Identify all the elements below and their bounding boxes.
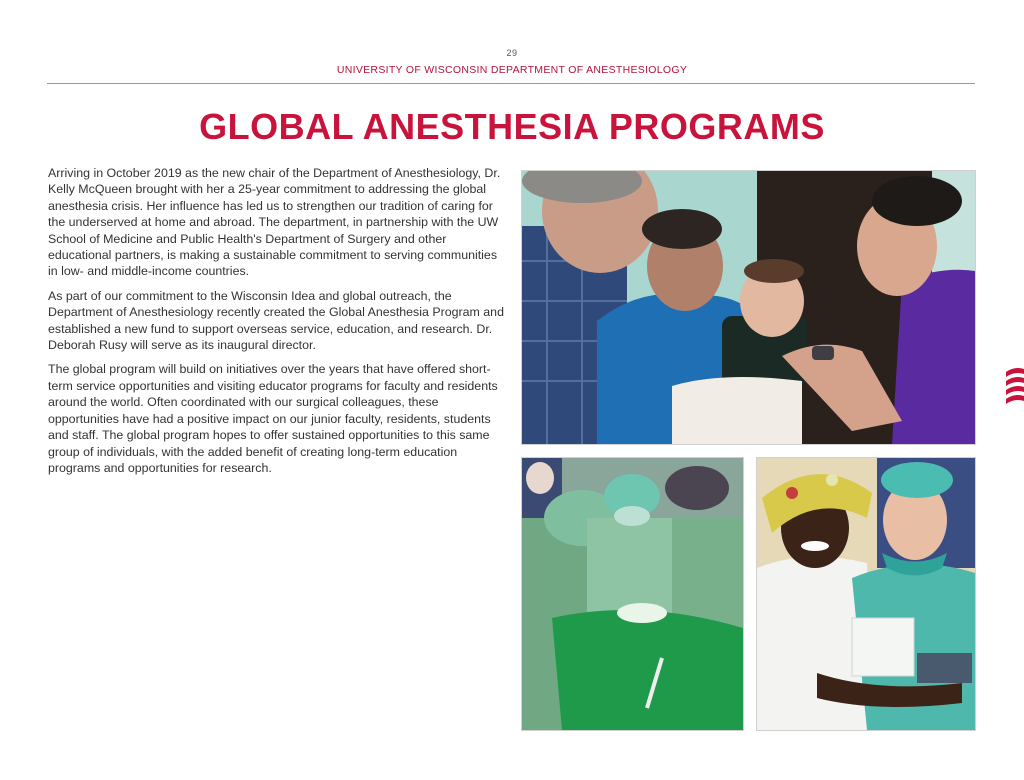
page-title: GLOBAL ANESTHESIA PROGRAMS: [199, 106, 825, 147]
running-head: UNIVERSITY OF WISCONSIN DEPARTMENT OF ANESTHESIOLOGY: [336, 64, 688, 76]
paragraph-initiatives: The global program will build on initiatives over the years that have offered short-term service opportunities and visiting educator programs for faculty and residents around the world. Often coordinated with our surgical colleagues, these opportunities have had a positive impact on our junior faculty, residents, students and staff. The global program hopes to offer sustained opportunities to this same group of individuals, with the added benefit of creating long-term education programs and opportunities for research.: [48, 362, 498, 475]
header-divider: [47, 83, 975, 84]
paragraph-intro: Arriving in October 2019 as the new chair of the Department of Anesthesiology, Dr. Kelly McQueen brought with her a 25-year commitment to addressing the global anesthesia crisis. Her influence has led us to strengthen our tradition of caring for the underserved at home and abroad. The department, in partnership with the UW School of Medicine and Public Health's Department of Surgery and other educational partners, is making a sustainable commitment to serving communities in low- and middle-income countries.: [48, 166, 501, 279]
section-tab-icon: [1006, 366, 1024, 408]
award-photo: [756, 457, 976, 731]
page-number: 29: [506, 48, 518, 58]
clinic-exam-photo: [521, 170, 976, 445]
article-body: [48, 165, 508, 484]
surgery-photo: [521, 457, 744, 731]
paragraph-program: As part of our commitment to the Wisconsin Idea and global outreach, the Department of Anesthesiology recently created the Global Anesthesia Program and established a new fund to support overseas service, education, and research. Dr. Deborah Rusy will serve as its inaugural director.: [48, 288, 504, 353]
